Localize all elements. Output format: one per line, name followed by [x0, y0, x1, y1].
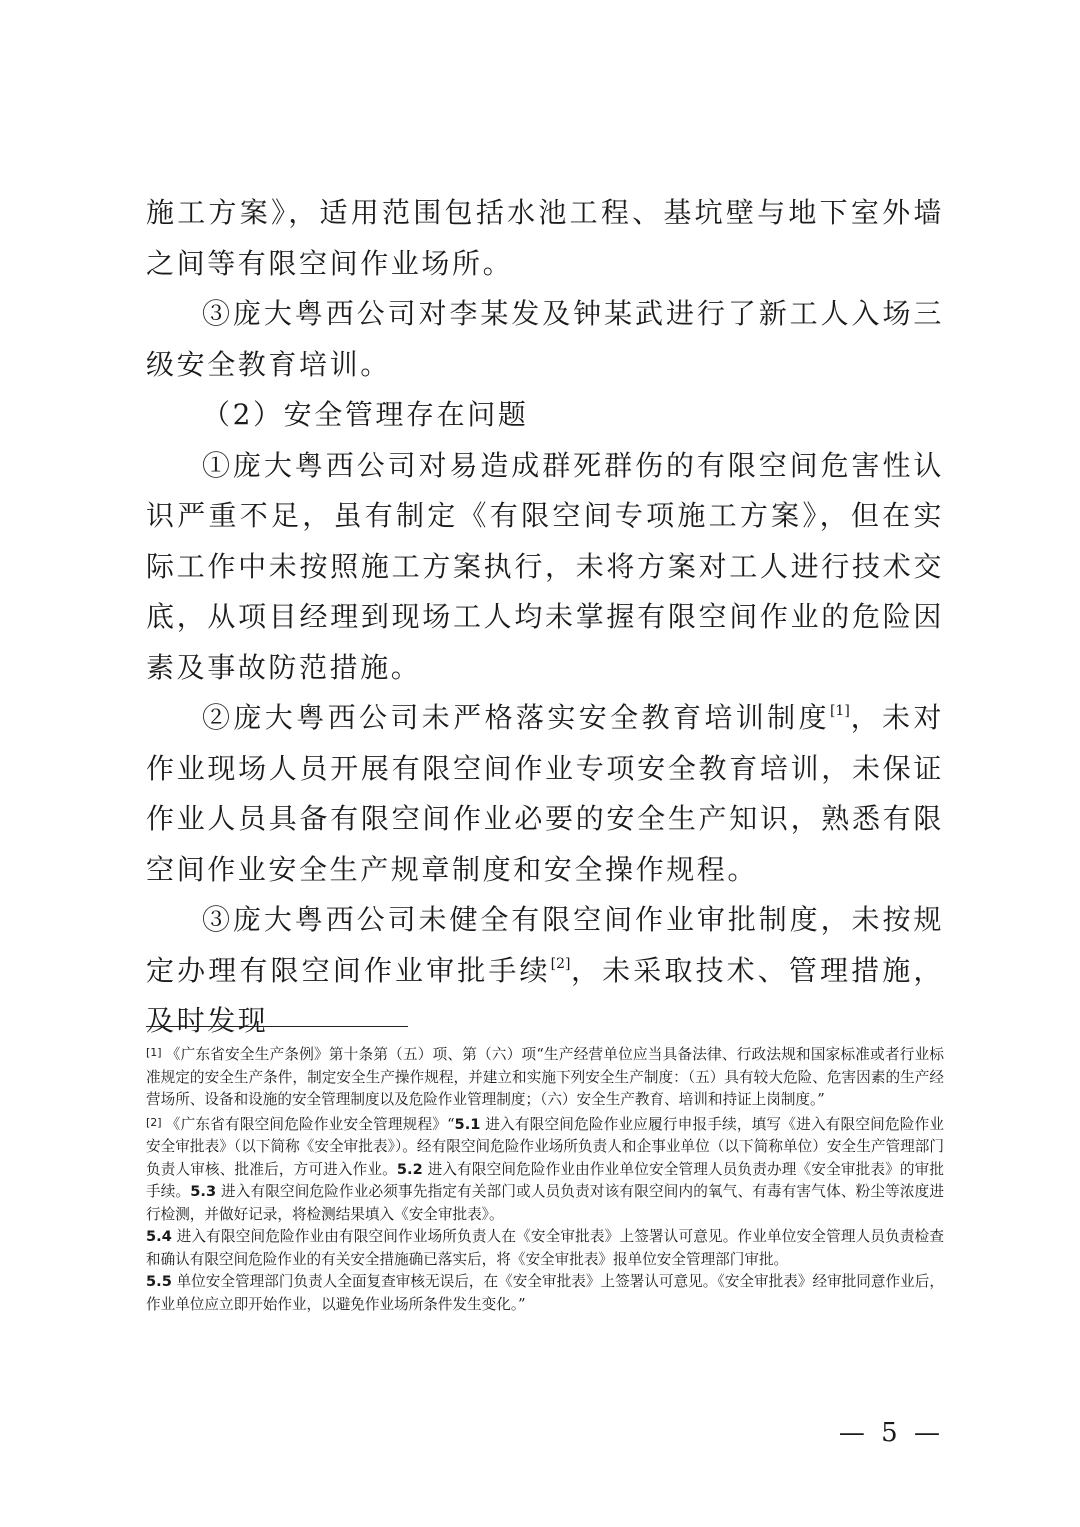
footnote-text: 《广东省有限空间危险作业安全管理规程》“: [165, 1115, 455, 1133]
paragraph-text: ③庞大粤西公司未健全有限空间作业审批制度，未按规定办理有限空间作业审批手续: [146, 903, 944, 987]
clause-number: 5.1: [454, 1115, 481, 1133]
footnote-2-continued: [146, 1226, 944, 1271]
footnote-text: 进入有限空间危险作业由作业单位安全管理人员负责办理《安全审批表》的审批手续。: [146, 1160, 944, 1200]
footnotes: [146, 1042, 944, 1316]
footnote-text: 《广东省安全生产条例》第十条第（五）项、第（六）项“生产经营单位应当具备法律、行政法规和国家标准或者行业标准规定的安全生产条件，制定安全生产操作规程，并建立和实施下列安全生产制度：（五）具有较大危险、危害因素的生产经营场所、设备和设施的安全管理制度以及危险作业管理制度；（六）安全生产教育、培训和持证上岗制度。”: [146, 1046, 944, 1108]
paragraph-text: ，未采取技术、管理措施，及时发现: [146, 953, 944, 1037]
footnote-text: 进入有限空间危险作业由有限空间作业场所负责人在《安全审批表》上签署认可意见。作业单位安全管理人员负责检查和确认有限空间危险作业的有关安全措施确已落实后，将《安全审批表》报单位安全管理部门审批。: [146, 1228, 944, 1268]
footnote-divider: [146, 1026, 408, 1027]
clause-number: 5.4: [146, 1228, 172, 1245]
footnote-ref[interactable]: [2]: [550, 955, 571, 972]
body-text: [146, 188, 944, 1047]
clause-number: 5.3: [190, 1183, 217, 1200]
paragraph: 施工方案》，适用范围包括水池工程、基坑壁与地下室外墙之间等有限空间作业场所。: [146, 196, 944, 280]
footnote-text: 单位安全管理部门负责人全面复查审核无误后，在《安全审批表》上签署认可意见。《安全审批表》经审批同意作业后，作业单位应立即开始作业，以避免作业场所条件发生变化。”: [146, 1273, 945, 1313]
paragraph: ①庞大粤西公司对易造成群死群伤的有限空间危害性认识严重不足，虽有制定《有限空间专项施工方案》，但在实际工作中未按照施工方案执行，未将方案对工人进行技术交底，从项目经理到现场工人均未掌握有限空间作业的危险因素及事故防范措施。: [146, 448, 944, 684]
footnote-number: [2]: [146, 1115, 162, 1129]
paragraph-text: ②庞大粤西公司未严格落实安全教育培训制度: [202, 701, 830, 734]
footnote-2-continued: [146, 1271, 944, 1316]
footnote-text: 进入有限空间危险作业必须事先指定有关部门或人员负责对该有限空间内的氧气、有毒有害气体、粉尘等浓度进行检测，并做好记录，将检测结果填入《安全审批表》。: [146, 1183, 944, 1223]
footnote-number: [1]: [146, 1046, 162, 1059]
footnote-text: 进入有限空间危险作业应履行申报手续，填写《进入有限空间危险作业安全审批表》（以下简称《安全审批表》）。经有限空间危险作业场所负责人和企事业单位（以下简称单位）安全生产管理部门负责人审核、批准后，方可进入作业。: [146, 1115, 944, 1178]
footnote-2: [146, 1112, 944, 1227]
clause-number: 5.5: [146, 1273, 172, 1290]
paragraph: [146, 693, 944, 895]
paragraph-text: ，未对作业现场人员开展有限空间作业专项安全教育培训，未保证作业人员具备有限空间作业必要的安全生产知识，熟悉有限空间作业安全生产规章制度和安全操作规程。: [146, 701, 944, 886]
clause-number: 5.2: [396, 1160, 423, 1178]
footnote-ref[interactable]: [1]: [829, 703, 850, 719]
paragraph: [146, 895, 944, 1047]
footnote-1: [146, 1042, 944, 1112]
page-number: — 5 —: [838, 1418, 944, 1448]
paragraph: ③庞大粤西公司对李某发及钟某武进行了新工人入场三级安全教育培训。: [146, 297, 944, 381]
section-heading: （2）安全管理存在问题: [202, 398, 529, 431]
